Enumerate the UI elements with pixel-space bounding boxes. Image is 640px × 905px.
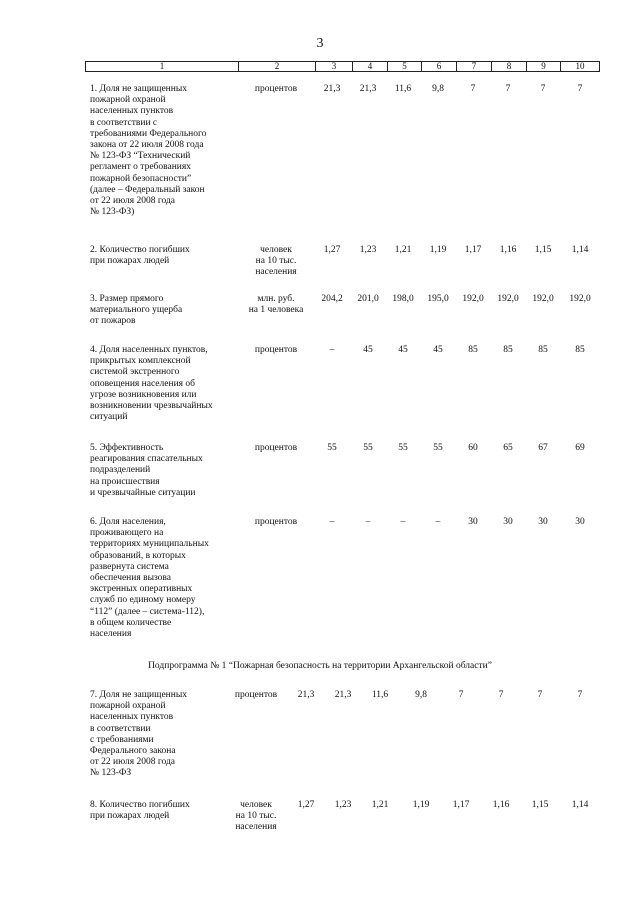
indicator-value: 55 <box>327 443 337 453</box>
indicator-value: – <box>400 517 406 527</box>
indicator-value: 85 <box>575 345 585 355</box>
page-number: 3 <box>316 36 324 51</box>
indicator-value: 21,3 <box>359 84 377 94</box>
indicator-value: 192,0 <box>497 294 519 304</box>
column-number: 8 <box>492 62 527 72</box>
indicator-name: 4. Доля населенных пунктов, прикрытых комплексной системой экстренного оповещения населения об угрозе возникновения или возникновении чрезвычайных ситуаций <box>90 345 213 423</box>
indicator-value: 1,17 <box>464 245 482 255</box>
indicator-value: 1,19 <box>429 245 447 255</box>
indicator-value: 1,21 <box>394 245 412 255</box>
indicator-value: 45 <box>433 345 443 355</box>
indicator-value: 1,17 <box>452 800 470 810</box>
indicator-value: 85 <box>538 345 548 355</box>
indicator-value: 7 <box>577 84 583 94</box>
indicator-value: 69 <box>575 443 585 453</box>
indicator-value: 9,8 <box>432 84 444 94</box>
indicator-name: 6. Доля населения, проживающего на территориях муниципальных образований, в которых развернута система обеспечения вызова экстренных оперативных служб по единому номеру “112” (далее – система-112), в общем количестве населения <box>90 517 209 640</box>
indicator-value: 195,0 <box>427 294 449 304</box>
indicator-value: 55 <box>398 443 408 453</box>
indicator-value: 1,19 <box>412 800 430 810</box>
indicator-value: 7 <box>505 84 511 94</box>
indicator-unit: процентов <box>234 690 278 700</box>
column-number: 9 <box>527 62 561 72</box>
indicator-value: 1,14 <box>571 245 589 255</box>
indicator-value: 45 <box>398 345 408 355</box>
indicator-value: 21,3 <box>297 690 315 700</box>
indicator-name: 8. Количество погибших при пожарах людей <box>90 800 190 822</box>
indicator-value: 11,6 <box>371 690 389 700</box>
indicator-value: 55 <box>433 443 443 453</box>
indicator-value: 192,0 <box>532 294 554 304</box>
column-number: 10 <box>561 62 600 72</box>
indicator-value: 1,15 <box>531 800 549 810</box>
indicator-name: 7. Доля не защищенных пожарной охраной населенных пунктов в соответствии с требованиями Федерального закона от 22 июля 2008 года № 123-ФЗ <box>90 690 187 779</box>
indicator-unit: процентов <box>254 345 298 355</box>
indicator-unit: млн. руб. на 1 человека <box>248 294 304 316</box>
column-number: 7 <box>457 62 492 72</box>
indicator-unit: человек на 10 тыс. населения <box>235 800 277 833</box>
indicator-value: 198,0 <box>392 294 414 304</box>
indicator-value: 7 <box>470 84 476 94</box>
indicator-value: 1,27 <box>297 800 315 810</box>
indicator-value: 1,27 <box>323 245 341 255</box>
indicator-value: 45 <box>363 345 373 355</box>
indicator-value: 192,0 <box>462 294 484 304</box>
indicator-value: 201,0 <box>357 294 379 304</box>
indicator-unit: процентов <box>254 84 298 94</box>
column-number: 3 <box>316 62 353 72</box>
indicator-value: 7 <box>577 690 583 700</box>
indicator-value: 1,23 <box>359 245 377 255</box>
indicator-value: – <box>435 517 441 527</box>
indicator-name: 1. Доля не защищенных пожарной охраной населенных пунктов в соответствии с требованиями Федерального закона от 22 июля 2008 года № 123-ФЗ “Технический регламент о требованиях пожарной безопасности” (далее – Федеральный закон от 22 июля 2008 года № 123-ФЗ) <box>90 84 207 218</box>
indicator-value: 1,16 <box>492 800 510 810</box>
indicator-value: 30 <box>575 517 585 527</box>
indicator-unit: процентов <box>254 443 298 453</box>
indicator-unit: человек на 10 тыс. населения <box>255 245 297 278</box>
indicator-value: – <box>365 517 371 527</box>
indicator-value: 85 <box>503 345 513 355</box>
indicator-value: 7 <box>498 690 504 700</box>
indicator-name: 5. Эффективность реагирования спасательных подразделений на происшествия и чрезвычайные ситуации <box>90 443 203 498</box>
column-number: 5 <box>388 62 422 72</box>
indicator-value: 1,16 <box>499 245 517 255</box>
indicator-value: – <box>329 345 335 355</box>
subprogram-title: Подпрограмма № 1 “Пожарная безопасность на территории Архангельской области” <box>148 661 492 671</box>
indicator-value: 1,14 <box>571 800 589 810</box>
indicator-value: 192,0 <box>569 294 591 304</box>
indicator-value: 30 <box>538 517 548 527</box>
column-number: 4 <box>353 62 388 72</box>
indicator-value: 85 <box>468 345 478 355</box>
indicator-name: 2. Количество погибших при пожарах людей <box>90 245 190 267</box>
indicator-value: 11,6 <box>394 84 412 94</box>
indicator-name: 3. Размер прямого материального ущерба от пожаров <box>90 294 183 327</box>
indicator-value: 21,3 <box>334 690 352 700</box>
indicator-value: 7 <box>540 84 546 94</box>
indicator-value: – <box>329 517 335 527</box>
indicator-value: 30 <box>468 517 478 527</box>
indicator-value: 7 <box>537 690 543 700</box>
indicator-value: 9,8 <box>415 690 427 700</box>
indicator-value: 30 <box>503 517 513 527</box>
indicator-value: 1,15 <box>534 245 552 255</box>
indicator-value: 55 <box>363 443 373 453</box>
indicator-value: 67 <box>538 443 548 453</box>
column-number: 1 <box>86 62 239 72</box>
indicator-value: 1,21 <box>371 800 389 810</box>
indicator-value: 60 <box>468 443 478 453</box>
indicator-value: 21,3 <box>323 84 341 94</box>
column-number-header <box>85 61 600 72</box>
column-number: 6 <box>422 62 457 72</box>
indicator-value: 204,2 <box>321 294 343 304</box>
indicator-value: 7 <box>458 690 464 700</box>
indicator-value: 1,23 <box>334 800 352 810</box>
indicator-value: 65 <box>503 443 513 453</box>
column-number: 2 <box>239 62 316 72</box>
indicator-unit: процентов <box>254 517 298 527</box>
